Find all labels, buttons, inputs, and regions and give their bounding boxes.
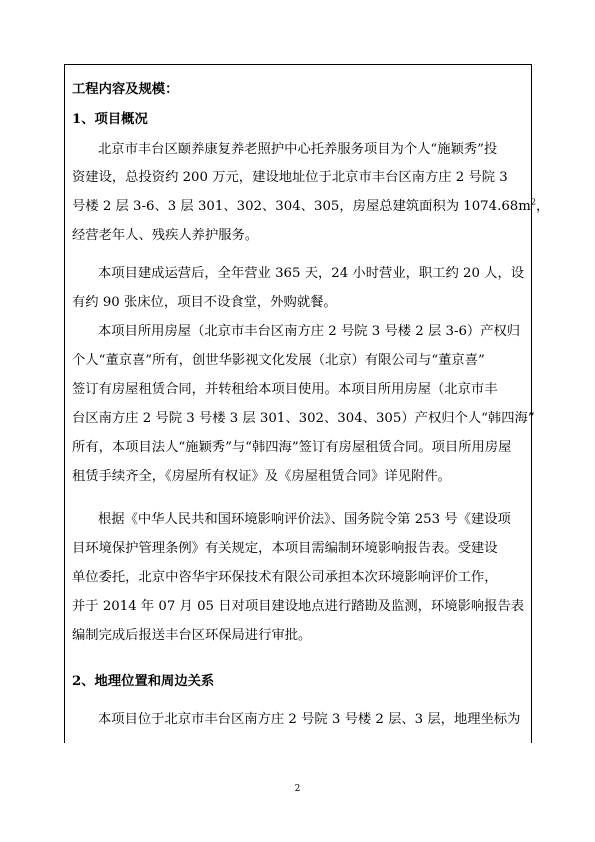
paragraph-line: 并于 2014 年 07 月 05 日对项目建设地点进行踏勘及监测，环境影响报告表: [72, 599, 525, 614]
paragraph-line: 台区南方庄 2 号院 3 号楼 3 层 301、302、304、305）产权归个人“韩四海”: [72, 411, 535, 426]
paragraph-line: 本项目位于北京市丰台区南方庄 2 号院 3 号楼 2 层、3 层，地理坐标为: [98, 712, 521, 727]
paragraph-line: 个人“董京喜”所有，创世华影视文化发展（北京）有限公司与“董京喜”: [72, 353, 485, 368]
subsection-title-1: 1、项目概况: [72, 112, 148, 127]
paragraph-line: 本项目建成运营后，全年营业 365 天，24 小时营业，职工约 20 人，设: [98, 266, 525, 281]
page-number: 2: [294, 784, 301, 794]
paragraph-line: 所有，本项目法人“施颖秀”与“韩四海”签订有房屋租赁合同。项目所用房屋: [72, 440, 512, 455]
paragraph-line: 根据《中华人民共和国环境影响评价法》、国务院令第 253 号《建设项: [98, 512, 511, 527]
paragraph-line: 编制完成后报送丰台区环保局进行审批。: [72, 628, 312, 643]
paragraph-line: 北京市丰台区颐养康复养老照护中心托养服务项目为个人“施颖秀”投: [98, 142, 498, 157]
paragraph-line: 经营老年人、残疾人养护服务。: [72, 228, 259, 243]
paragraph-line: 签订有房屋租赁合同，并转租给本项目使用。本项目所用房屋（北京市丰: [72, 382, 498, 397]
paragraph-line: 本项目所用房屋（北京市丰台区南方庄 2 号院 3 号楼 2 层 3-6）产权归: [98, 324, 521, 339]
subsection-title-2: 2、地理位置和周边关系: [72, 674, 215, 689]
section-title: 工程内容及规模：: [72, 82, 179, 97]
paragraph-line: 号楼 2 层 3-6、3 层 301、302、304、305，房屋总建筑面积为 $1074.68m^2$，: [72, 197, 550, 214]
paragraph-line: 资建设，总投资约 200 万元，建设地址位于北京市丰台区南方庄 2 号院 3: [72, 170, 508, 185]
paragraph-line: 有约 90 张床位，项目不设食堂，外购就餐。: [72, 295, 337, 310]
paragraph-line: 单位委托，北京中咨华宇环保技术有限公司承担本次环境影响评价工作，: [72, 570, 498, 585]
paragraph-line: 租赁手续齐全，《房屋所有权证》及《房屋租赁合同》详见附件。: [72, 469, 451, 484]
paragraph-line: 目环境保护管理条例》有关规定，本项目需编制环境影响报告表。受建设: [72, 541, 498, 556]
superscript: 2: [530, 197, 536, 207]
